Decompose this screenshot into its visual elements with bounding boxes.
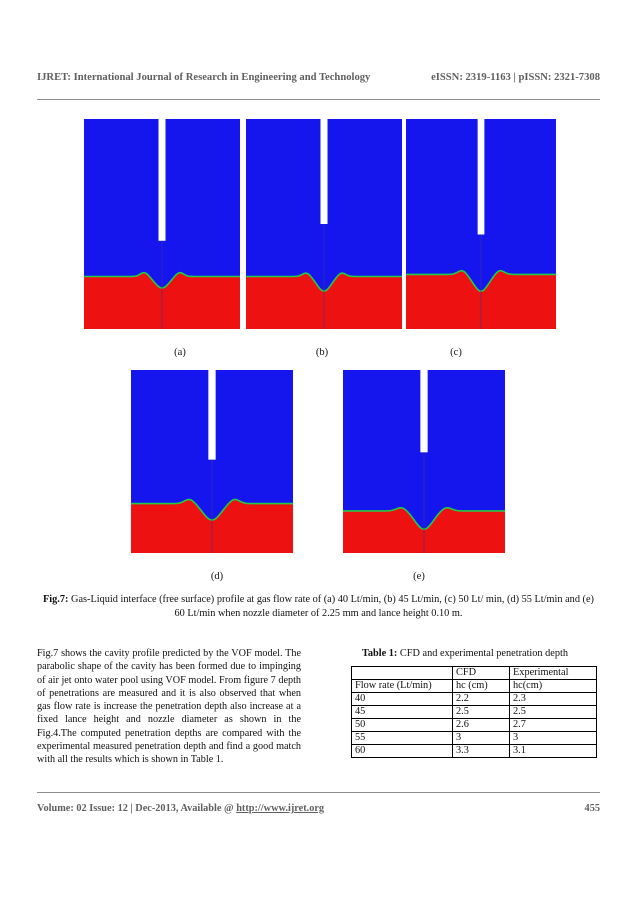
table-header-row (352, 667, 597, 680)
table-cell: 3 (453, 732, 510, 745)
page-number: 455 (584, 803, 600, 814)
table-cell: 55 (352, 732, 453, 745)
panel-label-b: (b) (315, 347, 329, 358)
table-cell: 3 (510, 732, 597, 745)
body-paragraph: Fig.7 shows the cavity profile predicted by the VOF model. The parabolic shape of the cavity has been formed due to impinging of air jet onto water pool using VOF model. From figure 7 depth of penetrations are measured and it is also observed that when gas flow rate is increase the penetration depth also increase at a fixed lance height and nozzle diameter as shown in the Fig.4.The computed penetration depths are compared with the experimental measured penetration depth and find a good match with all the results which is shown in Table 1. (37, 648, 301, 766)
table-header-cell: Flow rate (Lt/min) (352, 680, 453, 693)
table-header-row (352, 680, 597, 693)
table-row (352, 745, 597, 758)
issn: eISSN: 2319-1163 | pISSN: 2321-7308 (431, 72, 600, 83)
figure-panel-e (343, 370, 505, 553)
table-cell: 2.5 (510, 706, 597, 719)
table-header-cell: hc(cm) (510, 680, 597, 693)
table-cell: 60 (352, 745, 453, 758)
table-header-cell (352, 667, 453, 680)
header-rule (37, 99, 600, 100)
lance (158, 119, 165, 241)
lance (320, 119, 327, 224)
panel-label-d: (d) (210, 571, 224, 582)
figure-caption (37, 593, 600, 621)
lance (208, 370, 215, 460)
table-title-label: Table 1: (361, 648, 398, 659)
table-row (352, 719, 597, 732)
footer-volume-text: Volume: 02 Issue: 12 | Dec-2013, Available @ (37, 803, 237, 814)
lance (420, 370, 427, 452)
figure-panel-b (246, 119, 402, 329)
table-cell: 40 (352, 693, 453, 706)
panel-label-a: (a) (174, 347, 186, 358)
journal-link[interactable]: http://www.ijret.org (236, 803, 325, 814)
table-row (352, 706, 597, 719)
panel-label-c: (c) (450, 347, 462, 358)
figure-panel-c (406, 119, 556, 329)
footer-rule (37, 792, 600, 793)
table-cell: 3.1 (510, 745, 597, 758)
table-header-cell: CFD (453, 667, 510, 680)
vof-simulation-image (131, 370, 293, 553)
table-cell: 2.7 (510, 719, 597, 732)
vof-simulation-image (84, 119, 240, 329)
figure-panel-a (84, 119, 240, 329)
vof-simulation-image (343, 370, 505, 553)
lance (478, 119, 485, 235)
table-title-text: CFD and experimental penetration depth (397, 648, 569, 659)
vof-simulation-image (246, 119, 402, 329)
table-title (330, 648, 600, 659)
penetration-depth-table (351, 666, 597, 758)
table-cell: 50 (352, 719, 453, 732)
table-header-cell: Experimental (510, 667, 597, 680)
table-cell: 2.3 (510, 693, 597, 706)
figure-caption-label: Fig.7: (43, 594, 69, 605)
table-cell: 2.5 (453, 706, 510, 719)
journal-title: IJRET: International Journal of Research in Engineering and Technology (37, 72, 371, 83)
footer-volume (37, 803, 324, 814)
vof-simulation-image (406, 119, 556, 329)
panel-label-e: (e) (413, 571, 425, 582)
page-footer (37, 803, 600, 814)
table-cell: 3.3 (453, 745, 510, 758)
page-header (37, 72, 600, 83)
figure-caption-text: Gas-Liquid interface (free surface) profile at gas flow rate of (a) 40 Lt/min, (b) 45 Lt/min, (c) 50 Lt/ min, (d) 55 Lt/min and (e) 60 Lt/min when nozzle diameter of 2.25 mm and lance height 0.10 m. (68, 594, 594, 619)
table-row (352, 732, 597, 745)
table-cell: 2.6 (453, 719, 510, 732)
table-row (352, 693, 597, 706)
table-cell: 45 (352, 706, 453, 719)
table-header-cell: hc (cm) (453, 680, 510, 693)
figure-panel-d (131, 370, 293, 553)
table-cell: 2.2 (453, 693, 510, 706)
